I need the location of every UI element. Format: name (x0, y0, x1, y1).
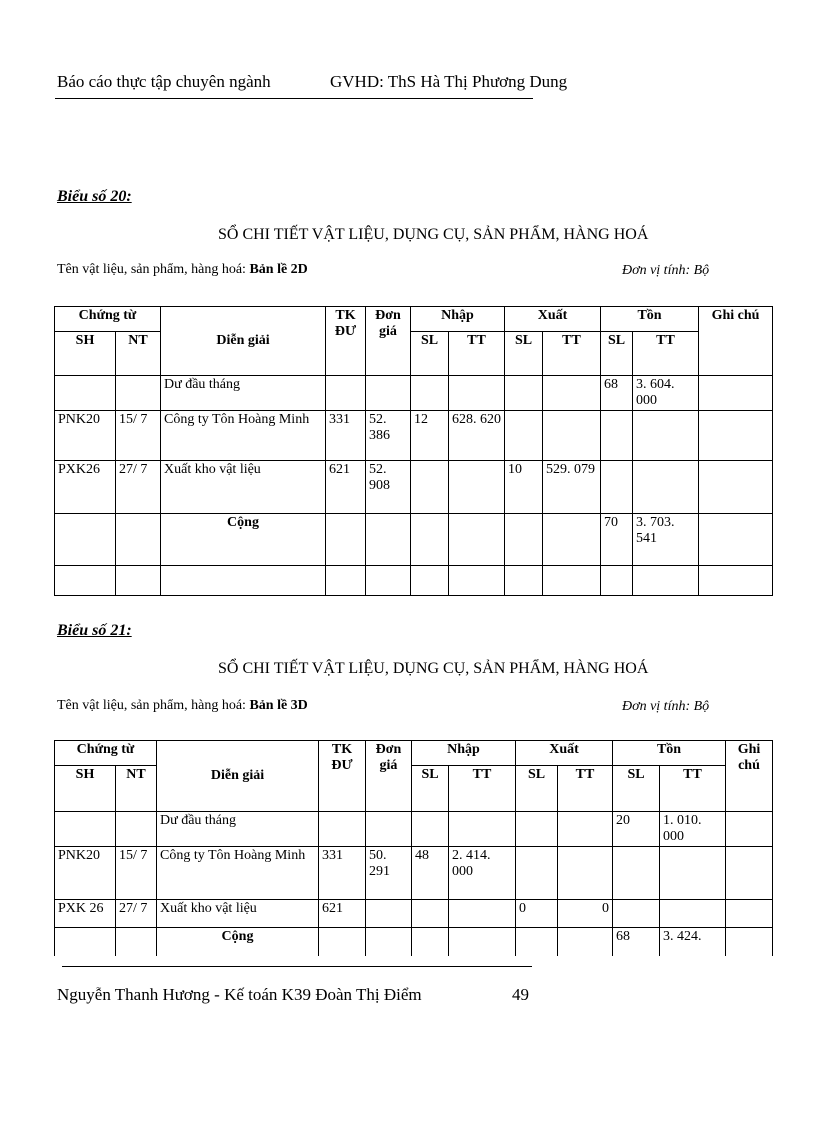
cell-tk: 331 (319, 847, 366, 900)
cell-xuat-tt (558, 847, 613, 900)
col-sh: SH (55, 766, 116, 812)
form21-item (57, 698, 308, 714)
cell-ghi-chu (699, 411, 773, 461)
cell-ton-sl (613, 900, 660, 928)
cell-empty (543, 566, 601, 596)
cell-ton-sl: 70 (601, 514, 633, 566)
cell-ton-sl (601, 461, 633, 514)
cell-xuat-sl (516, 812, 558, 847)
col-xuat-sl: SL (516, 766, 558, 812)
col-nhap-sl: SL (411, 332, 449, 376)
cell-xuat-tt (543, 411, 601, 461)
cell-nhap-sl (412, 928, 449, 956)
cell-nt (116, 376, 161, 411)
cell-sh: PNK20 (55, 411, 116, 461)
cell-empty (55, 566, 116, 596)
col-chung-tu: Chứng từ (55, 307, 161, 332)
cell-empty (116, 566, 161, 596)
cell-xuat-sl (516, 928, 558, 956)
cell-ghi-chu (726, 900, 773, 928)
col-ton-tt: TT (633, 332, 699, 376)
cell-ton-tt (633, 461, 699, 514)
col-chung-tu: Chứng từ (55, 741, 157, 766)
cell-xuat-sl: 0 (516, 900, 558, 928)
cell-ghi-chu (726, 812, 773, 847)
cell-empty (633, 566, 699, 596)
cell-nhap-tt (449, 928, 516, 956)
table-row (55, 411, 773, 461)
cell-ton-sl (601, 411, 633, 461)
cell-ghi-chu (726, 928, 773, 956)
cell-nt (116, 514, 161, 566)
cell-nhap-sl (411, 461, 449, 514)
cell-gia: 52. 908 (366, 461, 411, 514)
cell-gia (366, 928, 412, 956)
cell-nhap-sl (411, 376, 449, 411)
form20-table (54, 306, 773, 596)
cell-dien-giai: Công ty Tôn Hoàng Minh (161, 411, 326, 461)
cell-ton-sl (613, 847, 660, 900)
cell-ton-tt (660, 847, 726, 900)
col-nt: NT (116, 766, 157, 812)
table-row (55, 376, 773, 411)
col-xuat: Xuất (505, 307, 601, 332)
cell-nhap-tt (449, 461, 505, 514)
cell-nt: 15/ 7 (116, 847, 157, 900)
form21-table (54, 740, 773, 956)
cell-sh (55, 812, 116, 847)
footer-author: Nguyễn Thanh Hương - Kế toán K39 Đoàn Thị Điểm (57, 985, 422, 1004)
cell-xuat-tt (558, 928, 613, 956)
col-du: ĐƯ (334, 324, 357, 339)
cell-ghi-chu (726, 847, 773, 900)
cell-ton-tt (633, 411, 699, 461)
form21-item-name: Bản lề 3D (249, 698, 308, 713)
cell-xuat-tt (543, 514, 601, 566)
cell-dien-giai: Cộng (157, 928, 319, 956)
col-xuat-sl: SL (505, 332, 543, 376)
cell-sh: PXK26 (55, 461, 116, 514)
form21-title: SỔ CHI TIẾT VẬT LIỆU, DỤNG CỤ, SẢN PHẨM, HÀNG HOÁ (218, 660, 649, 677)
col-tk: TK (331, 742, 353, 757)
cell-xuat-tt (543, 376, 601, 411)
cell-tk (326, 376, 366, 411)
cell-tk: 331 (326, 411, 366, 461)
cell-xuat-sl (505, 411, 543, 461)
cell-nhap-tt (449, 900, 516, 928)
cell-sh (55, 928, 116, 956)
form21-unit: Đơn vị tính: Bộ (622, 699, 710, 714)
col-du: ĐƯ (331, 758, 353, 773)
cell-gia (366, 376, 411, 411)
cell-sh (55, 376, 116, 411)
col-tk-du (326, 307, 366, 376)
cell-nhap-sl (412, 812, 449, 847)
cell-nhap-tt: 628. 620 (449, 411, 505, 461)
form21-label: Biểu số 21: (57, 622, 132, 639)
cell-tk (319, 928, 366, 956)
cell-gia (366, 514, 411, 566)
cell-empty (326, 566, 366, 596)
cell-ton-sl: 20 (613, 812, 660, 847)
cell-ton-sl: 68 (613, 928, 660, 956)
cell-nt: 27/ 7 (116, 461, 161, 514)
col-dien-giai: Diễn giải (157, 741, 319, 812)
cell-nt (116, 812, 157, 847)
col-sh: SH (55, 332, 116, 376)
cell-empty (161, 566, 326, 596)
col-chu: chú (738, 758, 760, 773)
col-gia: giá (379, 324, 397, 339)
col-nhap-tt: TT (449, 766, 516, 812)
cell-xuat-tt: 0 (558, 900, 613, 928)
cell-ton-tt: 3. 424. (660, 928, 726, 956)
col-ton: Tồn (613, 741, 726, 766)
col-dien-giai: Diễn giải (161, 307, 326, 376)
cell-empty (411, 566, 449, 596)
form20-label: Biểu số 20: (57, 188, 132, 205)
form20-item-name: Bản lề 2D (249, 262, 308, 277)
cell-sh: PXK 26 (55, 900, 116, 928)
table-row (55, 847, 773, 900)
col-tk-du (319, 741, 366, 812)
cell-dien-giai: Xuất kho vật liệu (157, 900, 319, 928)
cell-ghi-chu (699, 461, 773, 514)
cell-nhap-tt (449, 812, 516, 847)
cell-dien-giai: Dư đầu tháng (157, 812, 319, 847)
col-ghi-chu (726, 741, 773, 812)
col-ton-sl: SL (601, 332, 633, 376)
cell-empty (601, 566, 633, 596)
cell-dien-giai: Xuất kho vật liệu (161, 461, 326, 514)
col-gia: giá (379, 758, 398, 773)
col-ghi: Ghi (737, 742, 761, 757)
cell-xuat-sl: 10 (505, 461, 543, 514)
col-ton-tt: TT (660, 766, 726, 812)
cell-dien-giai: Dư đầu tháng (161, 376, 326, 411)
cell-gia: 50. 291 (366, 847, 412, 900)
col-ton-sl: SL (613, 766, 660, 812)
cell-ton-tt: 1. 010. 000 (660, 812, 726, 847)
col-ton: Tồn (601, 307, 699, 332)
footer-divider (62, 966, 532, 967)
cell-nt: 27/ 7 (116, 900, 157, 928)
col-tk: TK (335, 308, 356, 323)
col-nhap: Nhập (412, 741, 516, 766)
cell-sh: PNK20 (55, 847, 116, 900)
col-xuat-tt: TT (558, 766, 613, 812)
cell-empty (699, 566, 773, 596)
col-nhap-sl: SL (412, 766, 449, 812)
table-row (55, 928, 773, 956)
cell-gia (366, 900, 412, 928)
cell-nhap-tt (449, 514, 505, 566)
col-don-gia (366, 307, 411, 376)
form20-title: SỔ CHI TIẾT VẬT LIỆU, DỤNG CỤ, SẢN PHẨM, HÀNG HOÁ (218, 226, 649, 243)
table-row (55, 514, 773, 566)
header-right: GVHD: ThS Hà Thị Phương Dung (330, 72, 568, 91)
table-row (55, 461, 773, 514)
cell-dien-giai: Công ty Tôn Hoàng Minh (157, 847, 319, 900)
table-row (55, 566, 773, 596)
cell-empty (366, 566, 411, 596)
col-xuat: Xuất (516, 741, 613, 766)
form20-item-label: Tên vật liệu, sản phẩm, hàng hoá: (57, 262, 246, 277)
cell-xuat-tt (558, 812, 613, 847)
col-nhap: Nhập (411, 307, 505, 332)
cell-tk (326, 514, 366, 566)
cell-xuat-sl (516, 847, 558, 900)
col-don: Đơn (375, 742, 402, 757)
cell-nhap-sl: 12 (411, 411, 449, 461)
cell-ghi-chu (699, 514, 773, 566)
form20-item (57, 262, 308, 278)
cell-nhap-sl (412, 900, 449, 928)
col-nhap-tt: TT (449, 332, 505, 376)
header-divider (55, 98, 533, 99)
cell-gia: 52. 386 (366, 411, 411, 461)
cell-empty (449, 566, 505, 596)
cell-gia (366, 812, 412, 847)
col-don-gia (366, 741, 412, 812)
col-ghi-chu: Ghi chú (699, 307, 773, 376)
cell-ton-tt (660, 900, 726, 928)
table-row (55, 812, 773, 847)
cell-nhap-tt: 2. 414. 000 (449, 847, 516, 900)
page-number: 49 (512, 985, 529, 1004)
cell-nhap-sl: 48 (412, 847, 449, 900)
cell-tk (319, 812, 366, 847)
cell-ton-tt: 3. 604. 000 (633, 376, 699, 411)
cell-nhap-sl (411, 514, 449, 566)
col-nt: NT (116, 332, 161, 376)
cell-nt (116, 928, 157, 956)
form20-unit: Đơn vị tính: Bộ (622, 263, 710, 278)
cell-xuat-sl (505, 376, 543, 411)
cell-tk: 621 (319, 900, 366, 928)
form21-item-label: Tên vật liệu, sản phẩm, hàng hoá: (57, 698, 246, 713)
cell-nt: 15/ 7 (116, 411, 161, 461)
col-xuat-tt: TT (543, 332, 601, 376)
cell-tk: 621 (326, 461, 366, 514)
cell-dien-giai: Cộng (161, 514, 326, 566)
header-left: Báo cáo thực tập chuyên ngành (57, 72, 271, 91)
table-row (55, 900, 773, 928)
col-don: Đơn (375, 308, 401, 323)
cell-ghi-chu (699, 376, 773, 411)
cell-xuat-sl (505, 514, 543, 566)
cell-xuat-tt: 529. 079 (543, 461, 601, 514)
cell-nhap-tt (449, 376, 505, 411)
cell-empty (505, 566, 543, 596)
cell-ton-sl: 68 (601, 376, 633, 411)
cell-ton-tt: 3. 703. 541 (633, 514, 699, 566)
cell-sh (55, 514, 116, 566)
